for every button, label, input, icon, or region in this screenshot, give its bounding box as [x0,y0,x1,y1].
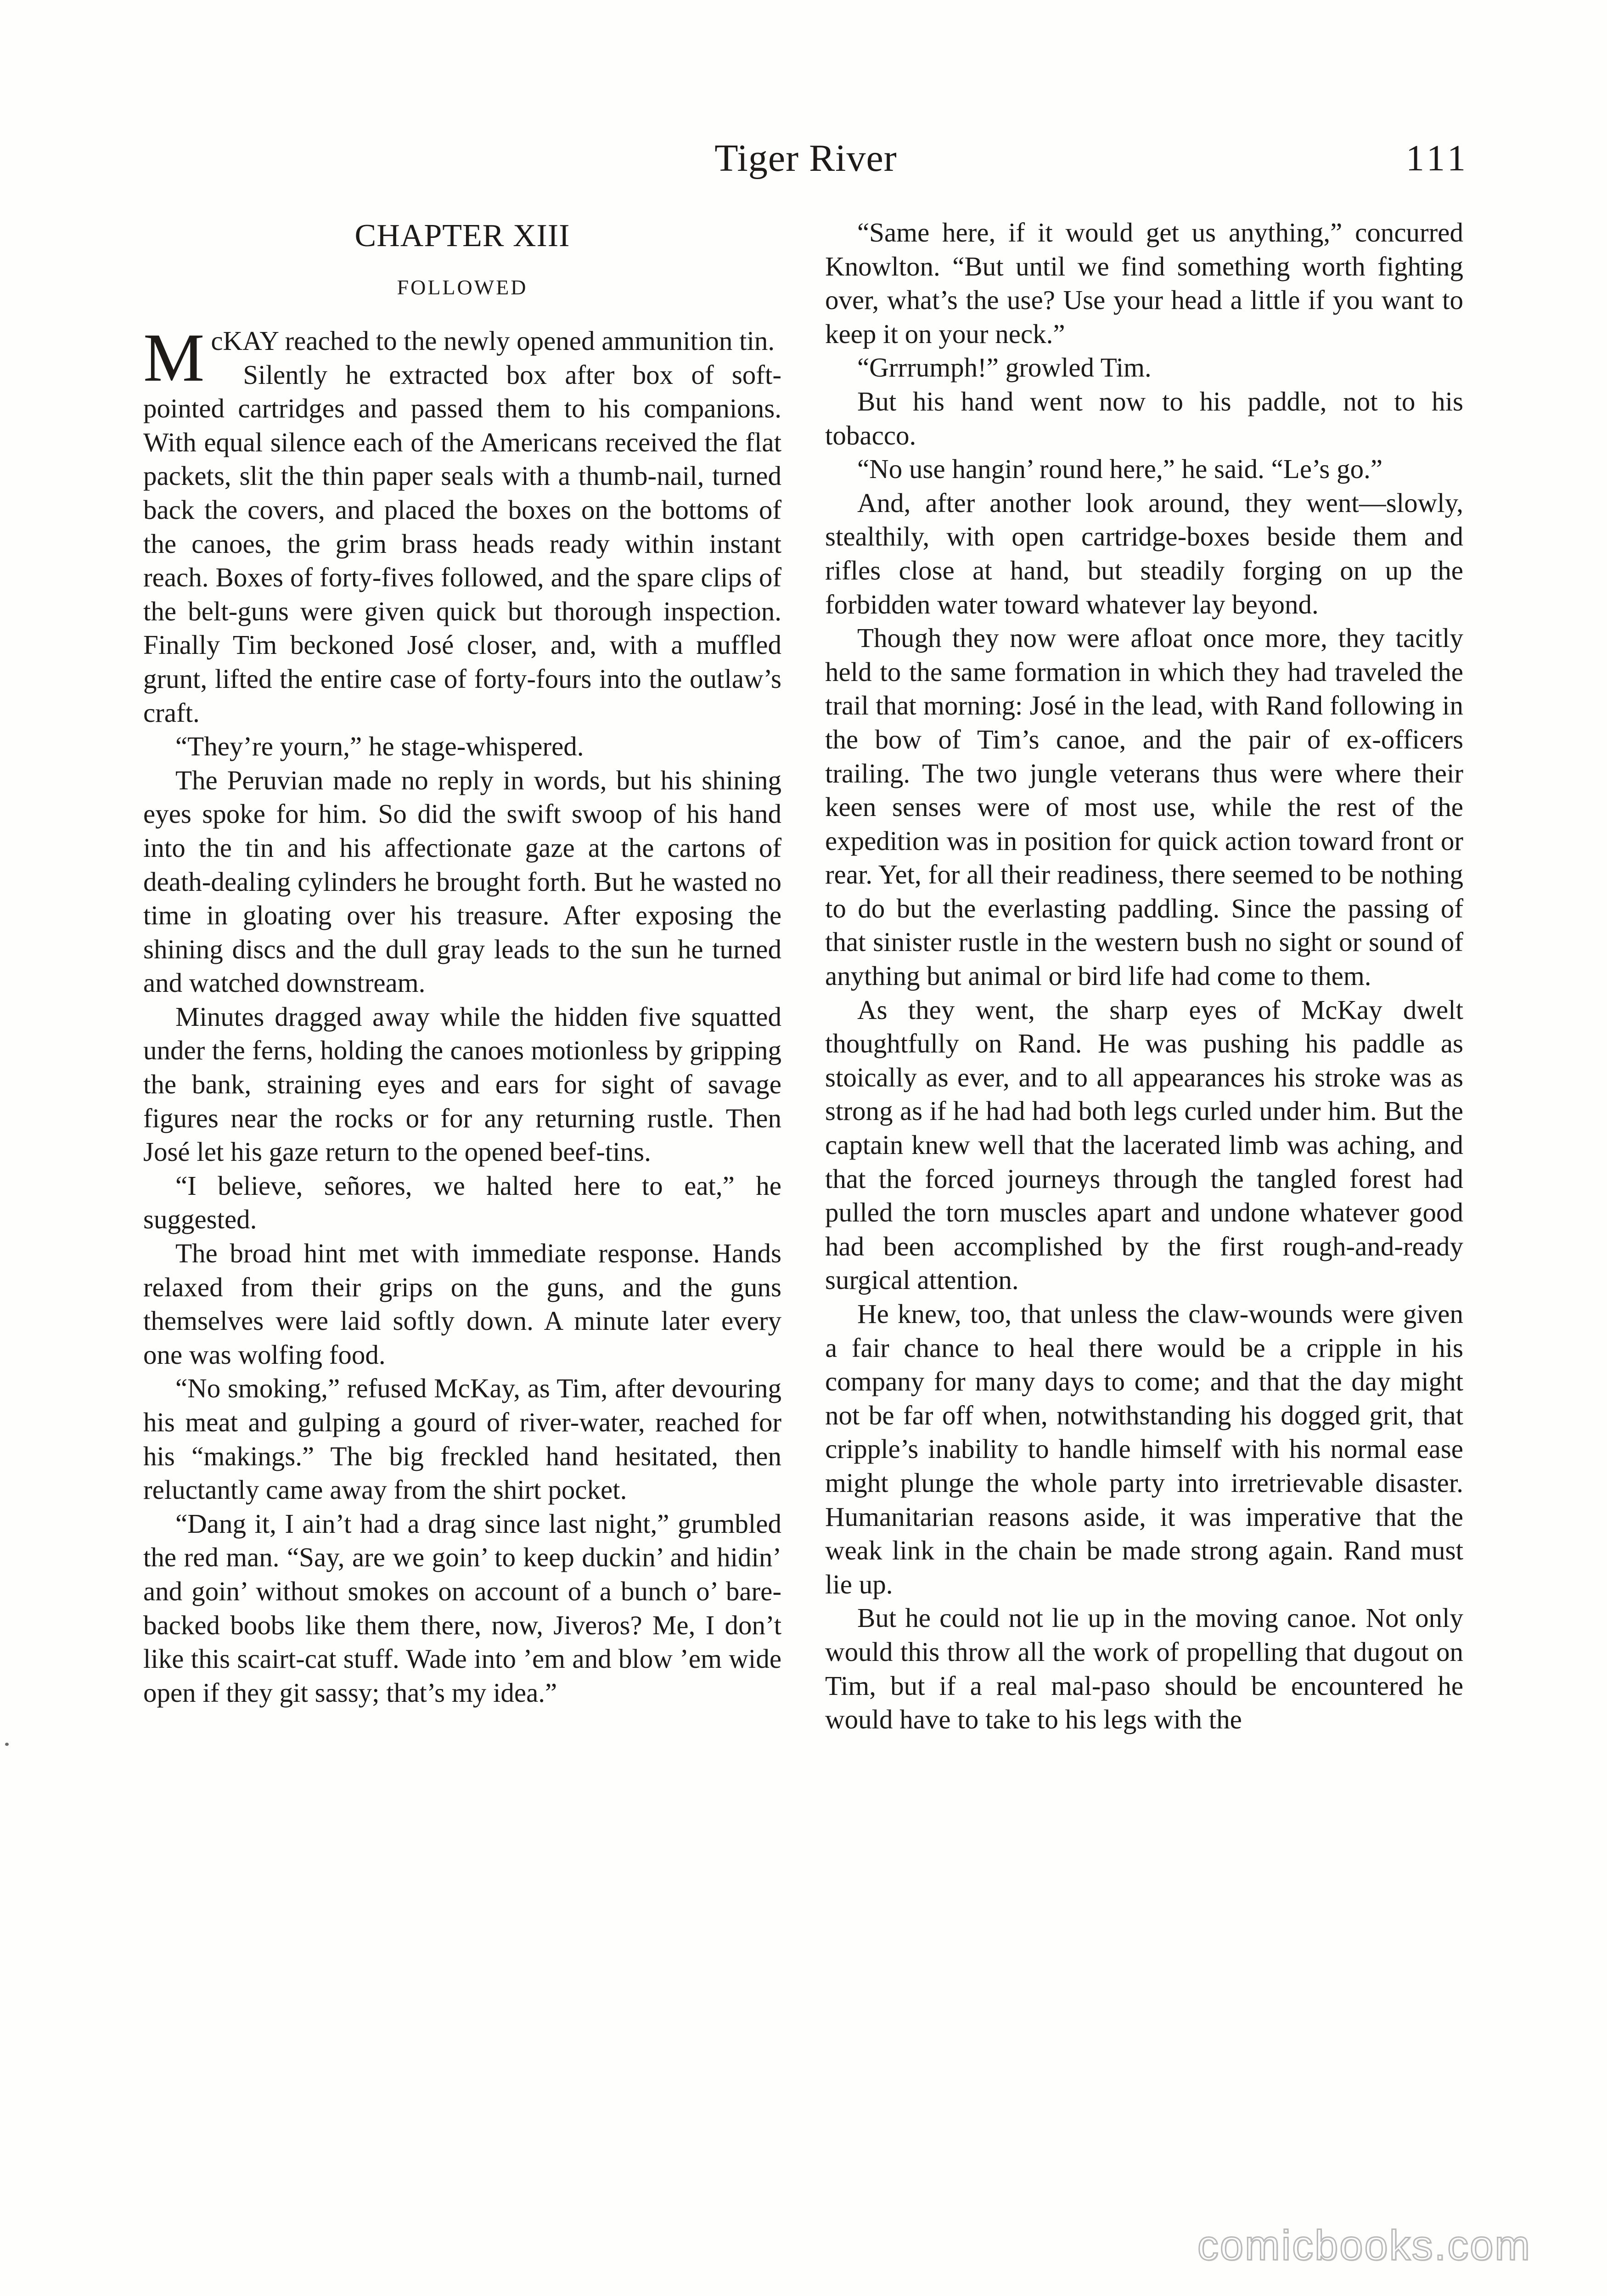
paragraph: But his hand went now to his paddle, not to his tobacco. [825,386,1463,450]
running-head [142,133,1469,184]
paragraph: “Dang it, I ain’t had a drag since last night,” grumbled the red man. “Say, are we goin’ to keep duckin’ and hidin’ and goin’ without smokes on account of a bunch o’ bare-backed boobs like them there, now, Jiveros? Me, I don’t like this scairt-cat stuff. Wade into ’em and blow ’em wide open if they git sassy; that’s my idea.” [143,1508,781,1708]
paragraph: And, after another look around, they went—slowly, stealthily, with open cartridge-boxes beside them and rifles close at hand, but steadily forging on up the forbidden water toward whatever lay beyond. [825,487,1463,619]
chapter-subtitle: FOLLOWED [397,276,528,299]
paragraph: “No use hangin’ round here,” he said. “Le’s go.” [857,454,1383,484]
paragraph: Minutes dragged away while the hidden five squatted under the ferns, holding the canoes motionless by gripping the bank, straining eyes and ears for sight of savage figures near the rocks or for any returning rustle. Then José let his gaze return to the opened beef-tins. [143,1001,781,1167]
opening-paragraph [143,320,781,396]
paragraph: He knew, too, that unless the claw-wounds were given a fair chance to heal there would be a cripple in his company for many days to come; and that the day might not be far off when, notwithstanding his dogged grit, that cripple’s inability to handle himself with his normal ease might plunge the whole party into irretrievable disaster. Humanitarian reasons aside, it was imperative that the weak link in the chain be made strong again. Rand must lie up. [825,1299,1463,1599]
paragraph: But he could not lie up in the moving canoe. Not only would this throw all the work of propelling that dugout on Tim, but if a real mal-paso should be encountered he would have to take to his legs with the [825,1603,1463,1735]
right-column [825,216,1463,1737]
paragraph: As they went, the sharp eyes of McKay dwelt thoughtfully on Rand. He was pushing his paddle as stoically as ever, and to all appearances his stroke was as strong as if he had had both legs curled under him. But the captain knew well that the lacerated limb was aching, and that the forced journeys through the tangled forest had pulled the torn muscles apart and undone whatever good had been accomplished by the first rough-and-ready surgical attention. [825,994,1463,1295]
chapter-title: CHAPTER XIII [354,218,570,253]
watermark: comicbooks.com [1197,2222,1531,2269]
page-number: 111 [1405,138,1469,179]
paragraph: Silently he extracted box after box of soft-pointed cartridges and passed them to his companions. With equal silence each of the Americans received the flat packets, slit the thin paper seals with a thumb-nail, turned back the covers, and placed the boxes on the bottoms of the canoes, the grim brass heads ready within instant reach. Boxes of forty-fives followed, and the spare clips of the belt-guns were given quick but thorough inspection. Finally Tim beckoned José closer, and, with a muffled grunt, lifted the entire case of forty-fours into the outlaw’s craft. [143,359,781,728]
drop-cap: M [143,320,205,396]
running-head-title: Tiger River [714,137,897,180]
paragraph: “Same here, if it would get us anything,” concurred Knowlton. “But until we find something worth fighting over, what’s the use? Use your head a little if you want to keep it on your neck.” [825,217,1463,349]
paragraph: “Grrrumph!” growled Tim. [857,352,1152,383]
opening-paragraph-text: cKAY reached to the newly opened ammunition tin. [211,326,775,356]
paragraph: “I believe, señores, we halted here to eat,” he suggested. [143,1170,781,1235]
scan-speck [5,1743,9,1746]
paragraph: Though they now were afloat once more, they tacitly held to the same formation in which they had traveled the trail that morning: José in the lead, with Rand following in the bow of Tim’s canoe, and the pair of ex-officers trailing. The two jungle veterans thus were where their keen senses were of most use, while the rest of the expedition was in position for quick action toward front or rear. Yet, for all their readiness, there seemed to be nothing to do but the everlasting paddling. Since the passing of that sinister rustle in the western bush no sight or sound of anything but animal or bird life had come to them. [825,623,1463,991]
paragraph: “They’re yourn,” he stage-whispered. [175,731,584,762]
paragraph: “No smoking,” refused McKay, as Tim, after devouring his meat and gulping a gourd of river-water, reached for his “makings.” The big freckled hand hesitated, then reluctantly came away from the shirt pocket. [143,1373,781,1505]
left-column [143,216,781,1710]
paragraph: The Peruvian made no reply in words, but his shining eyes spoke for him. So did the swift swoop of his hand into the tin and his affectionate gaze at the cartons of death-dealing cylinders he brought forth. But he wasted no time in gloating over his treasure. After exposing the shining discs and the dull gray leads to the sun he turned and watched downstream. [143,765,781,998]
paragraph: The broad hint met with immediate response. Hands relaxed from their grips on the guns, and the guns themselves were laid softly down. A minute later every one was wolfing food. [143,1238,781,1370]
